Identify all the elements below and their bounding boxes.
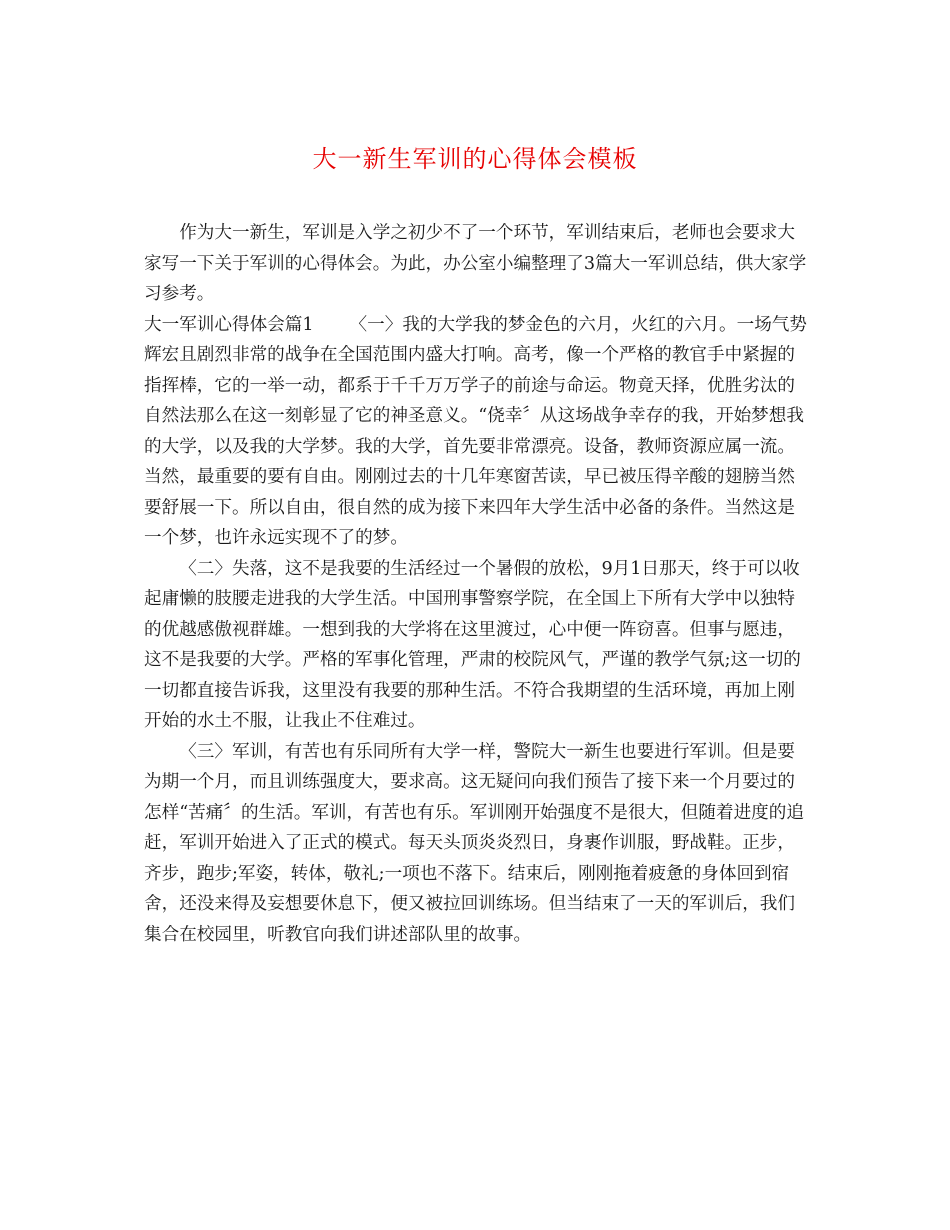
- section-paragraph-1: [144, 310, 808, 554]
- document-body: [144, 218, 808, 950]
- intro-paragraph: 作为大一新生，军训是入学之初少不了一个环节，军训结束后，老师也会要求大家写一下关于军训的心得体会。为此，办公室小编整理了3篇大一军训总结，供大家学习参考。: [144, 223, 807, 304]
- section-paragraph-3: 〈三〉军训，有苦也有乐同所有大学一样，警院大一新生也要进行军训。但是要为期一个月，而且训练强度大，要求高。这无疑问向我们预告了接下来一个月要过的怎样“苦痛〞的生活。军训，有苦也有乐。军训刚开始强度不是很大，但随着进度的追赶，军训开始进入了正式的模式。每天头顶炎炎烈日，身裹作训服，野战鞋。正步，齐步，跑步;军姿，转体，敬礼;一项也不落下。结束后，刚刚拖着疲惫的身体回到宿舍，还没来得及妄想要休息下，便又被拉回训练场。但当结束了一天的军训后，我们集合在校园里，听教官向我们讲述部队里的故事。: [144, 741, 804, 945]
- page-title: 大一新生军训的心得体会模板: [312, 145, 638, 173]
- section-paragraph-2: 〈二〉失落，这不是我要的生活经过一个暑假的放松，9月1日那天，终于可以收起庸懒的肢腰走进我的大学生活。中国刑事警察学院，在全国上下所有大学中以独特的优越感傲视群雄。一想到我的大学将在这里渡过，心中便一阵窃喜。但事与愿违，这不是我要的大学。严格的军事化管理，严肃的校院风气，严谨的教学气氛;这一切的一切都直接告诉我，这里没有我要的那种生活。不符合我期望的生活环境，再加上刚开始的水土不服，让我止不住难过。: [144, 558, 801, 731]
- paragraph-1-text: 〈一〉我的大学我的梦金色的六月，火红的六月。一场气势辉宏且剧烈非常的战争在全国范围内盛大打响。高考，像一个严格的教官手中紧握的指挥棒，它的一举一动，都系于千千万万学子的前途与命运。物竟天择，优胜劣汰的自然法那么在这一刻彰显了它的神圣意义。“侥幸〞从这场战争幸存的我，开始梦想我的大学，以及我的大学梦。我的大学，首先要非常漂亮。设备，教师资源应属一流。当然，最重要的要有自由。刚刚过去的十几年寒窗苦读，早已被压得辛酸的翅膀当然要舒展一下。所以自由，很自然的成为接下来四年大学生活中必备的条件。当然这是一个梦，也许永远实现不了的梦。: [144, 314, 807, 548]
- section-heading: 大一军训心得体会篇1: [144, 314, 314, 335]
